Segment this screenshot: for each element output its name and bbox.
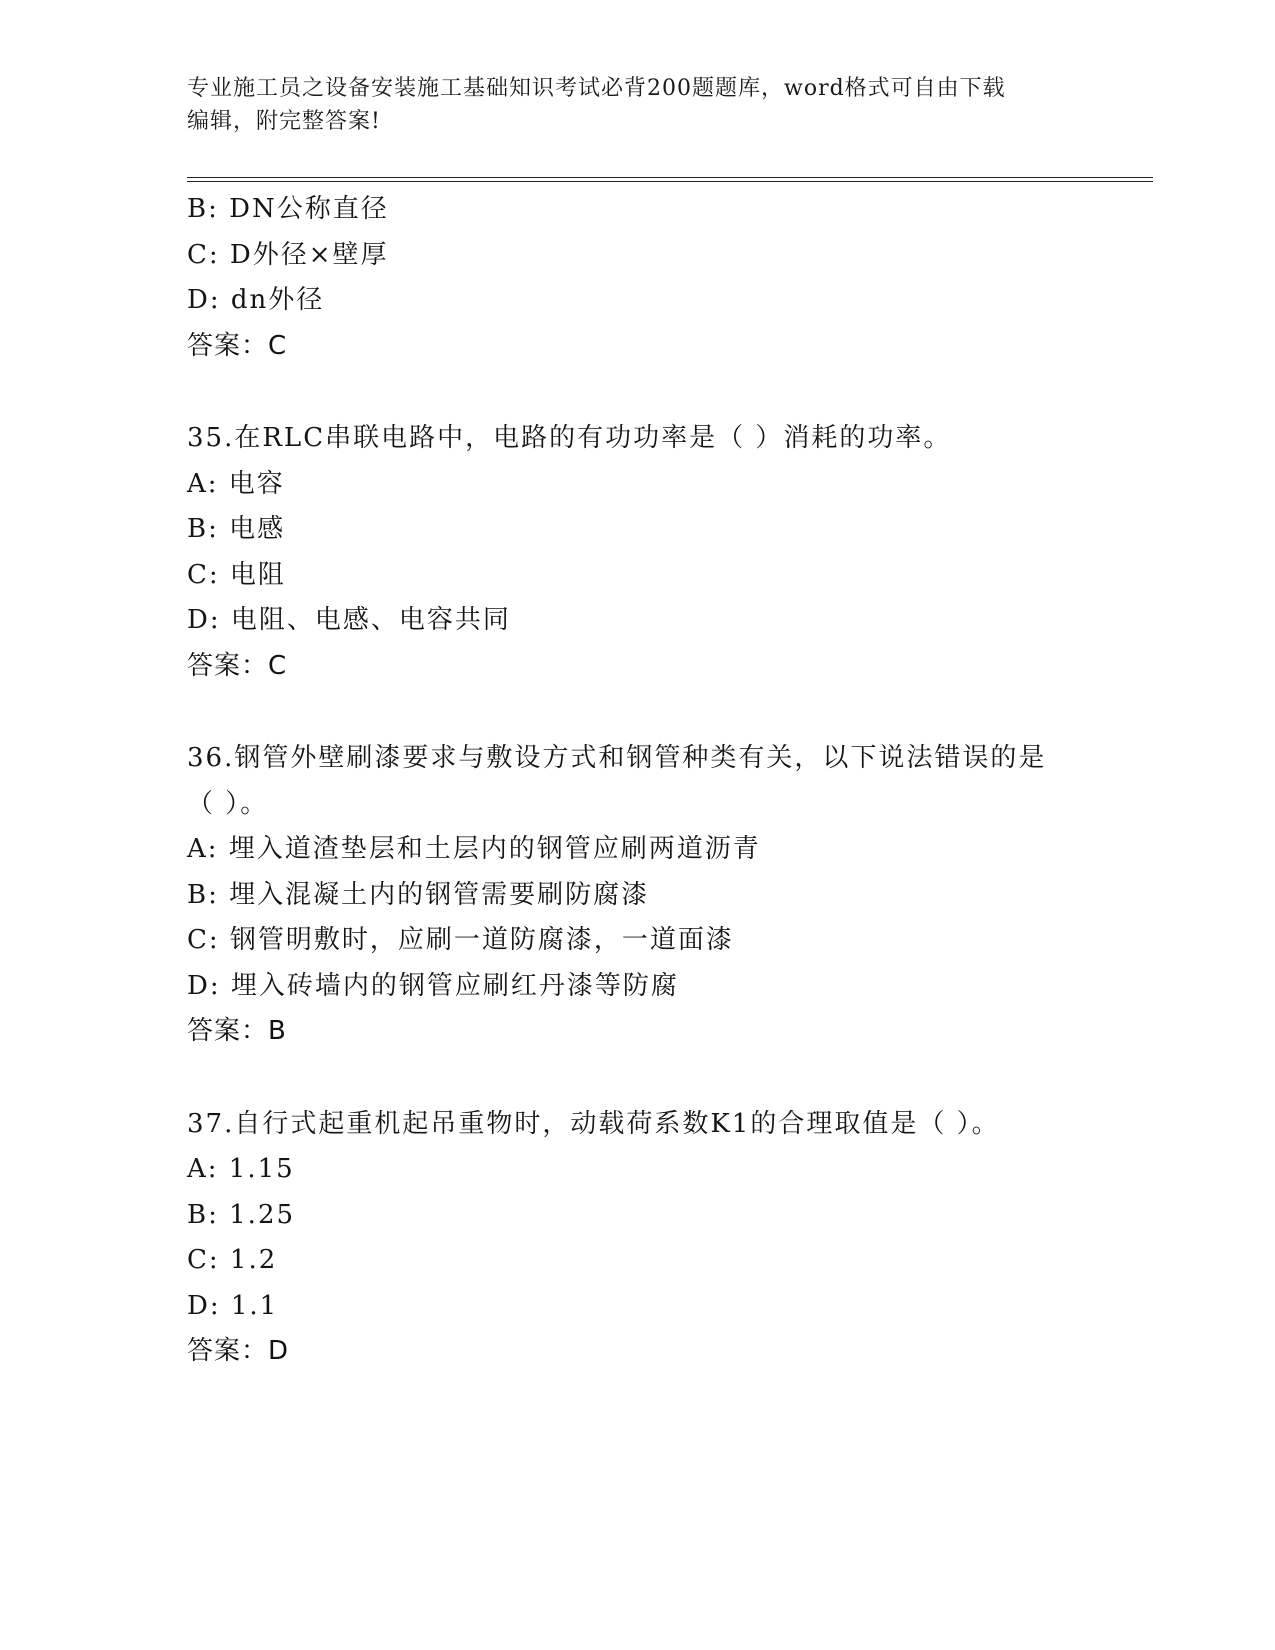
question-block-37 (187, 1102, 1087, 1375)
question-text: 35.在RLC串联电路中，电路的有功功率是（ ）消耗的功率。 (187, 423, 952, 453)
option-b: B: 1.25 (187, 1199, 296, 1230)
option-c: C: D外径×壁厚 (187, 239, 389, 270)
option-a: A: 电容 (187, 468, 285, 499)
option-b: B: DN公称直径 (187, 194, 389, 224)
header-title-line-1: 专业施工员之设备安装施工基础知识考试必背200题题库，word格式可自由下载 (187, 76, 1006, 101)
answer-label: 答案：C (187, 650, 288, 681)
option-c: C: 1.2 (187, 1245, 278, 1275)
question-text: 37.自行式起重机起吊重物时，动载荷系数K1的合理取值是（ ）。 (187, 1108, 1000, 1139)
option-a: A: 1.15 (187, 1154, 295, 1184)
option-d: D: 1.1 (187, 1290, 279, 1321)
option-c: C: 电阻 (187, 559, 286, 590)
answer-label: 答案：C (187, 330, 288, 361)
option-b: B: 电感 (187, 514, 286, 544)
answer-label: 答案：D (187, 1336, 290, 1366)
header-title-line-2: 编辑，附完整答案! (187, 109, 381, 134)
question-text-line-2: （ ）。 (187, 788, 269, 819)
question-list (187, 187, 1087, 1375)
question-block-prev (187, 187, 1087, 369)
document-header (187, 72, 1067, 138)
question-block-36 (187, 736, 1087, 1055)
spacer (187, 1055, 1087, 1102)
header-divider-top (187, 177, 1153, 178)
question-block-35 (187, 416, 1087, 689)
spacer (187, 369, 1087, 416)
option-d: D: 电阻、电感、电容共同 (187, 605, 511, 635)
option-d: D: 埋入砖墙内的钢管应刷红丹漆等防腐 (187, 970, 679, 1001)
header-divider-bottom (187, 181, 1153, 182)
option-c: C: 钢管明敷时，应刷一道防腐漆，一道面漆 (187, 925, 734, 955)
answer-label: 答案：B (187, 1016, 287, 1046)
option-a: A: 埋入道渣垫层和土层内的钢管应刷两道沥青 (187, 834, 761, 864)
question-text-line-1: 36.钢管外壁刷漆要求与敷设方式和钢管种类有关，以下说法错误的是 (187, 743, 1047, 773)
spacer (187, 689, 1087, 736)
option-d: D: dn外径 (187, 285, 325, 315)
option-b: B: 埋入混凝土内的钢管需要刷防腐漆 (187, 879, 650, 910)
